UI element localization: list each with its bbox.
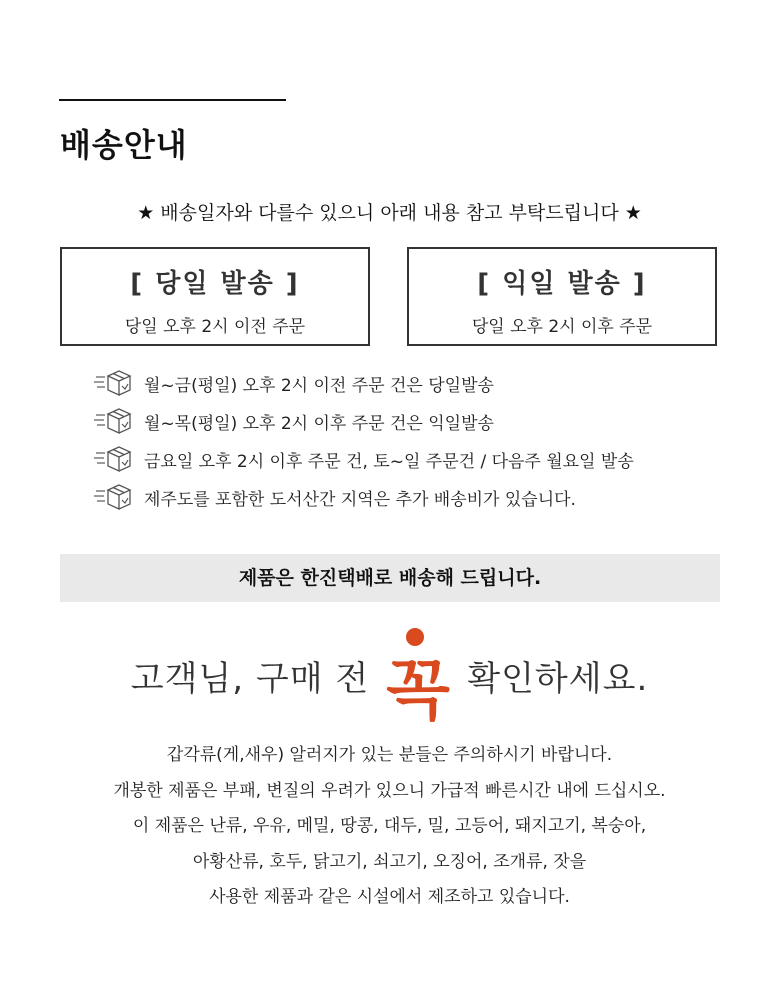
delivery-box-icon	[94, 367, 134, 399]
rule-text: 제주도를 포함한 도서산간 지역은 추가 배송비가 있습니다.	[144, 489, 576, 510]
check-heading-emphasis: 꼭	[386, 652, 451, 725]
emphasis-kkok-graphic	[383, 625, 453, 725]
same-day-subtitle: 당일 오후 2시 이전 주문	[124, 317, 306, 337]
rule-text: 월~금(평일) 오후 2시 이전 주문 건은 당일발송	[144, 375, 494, 396]
list-item	[94, 478, 634, 516]
allergy-line: 갑각류(게,새우) 알러지가 있는 분들은 주의하시기 바랍니다.	[166, 745, 613, 765]
same-day-shipping-box	[60, 247, 370, 346]
check-heading-before: 고객님, 구매 전	[130, 658, 370, 699]
allergy-notice	[0, 738, 779, 916]
shipping-notice: ★ 배송일자와 다를수 있으니 아래 내용 참고 부탁드립니다 ★	[137, 202, 642, 224]
delivery-box-icon	[94, 481, 134, 513]
next-day-subtitle: 당일 오후 2시 이후 주문	[471, 317, 653, 337]
next-day-title: [ 익일 발송 ]	[477, 269, 647, 299]
list-item	[94, 402, 634, 440]
list-item	[94, 440, 634, 478]
delivery-box-icon	[94, 443, 134, 475]
same-day-title: [ 당일 발송 ]	[130, 269, 300, 299]
emphasis-graphic-svg	[383, 625, 453, 725]
next-day-shipping-box	[407, 247, 717, 346]
title-divider	[59, 99, 286, 101]
check-heading	[0, 620, 779, 730]
rule-text: 월~목(평일) 오후 2시 이후 주문 건은 익일발송	[144, 413, 494, 434]
rule-text: 금요일 오후 2시 이후 주문 건, 토~일 주문건 / 다음주 월요일 발송	[144, 451, 634, 472]
shipping-rules-list	[94, 364, 634, 516]
allergy-line: 개봉한 제품은 부패, 변질의 우려가 있으니 가급적 빠른시간 내에 드십시오.	[113, 780, 666, 801]
allergy-line: 아황산류, 호두, 닭고기, 쇠고기, 오징어, 조개류, 잣을	[192, 851, 587, 872]
check-heading-after: 확인하세요.	[467, 658, 649, 699]
allergy-line: 이 제품은 난류, 우유, 메밀, 땅콩, 대두, 밀, 고등어, 돼지고기, 복숭아,	[132, 816, 647, 836]
delivery-box-icon	[94, 405, 134, 437]
courier-banner: 제품은 한진택배로 배송해 드립니다.	[60, 554, 720, 602]
allergy-line: 사용한 제품과 같은 시설에서 제조하고 있습니다.	[209, 887, 570, 907]
section-title: 배송안내	[60, 126, 188, 164]
list-item	[94, 364, 634, 402]
